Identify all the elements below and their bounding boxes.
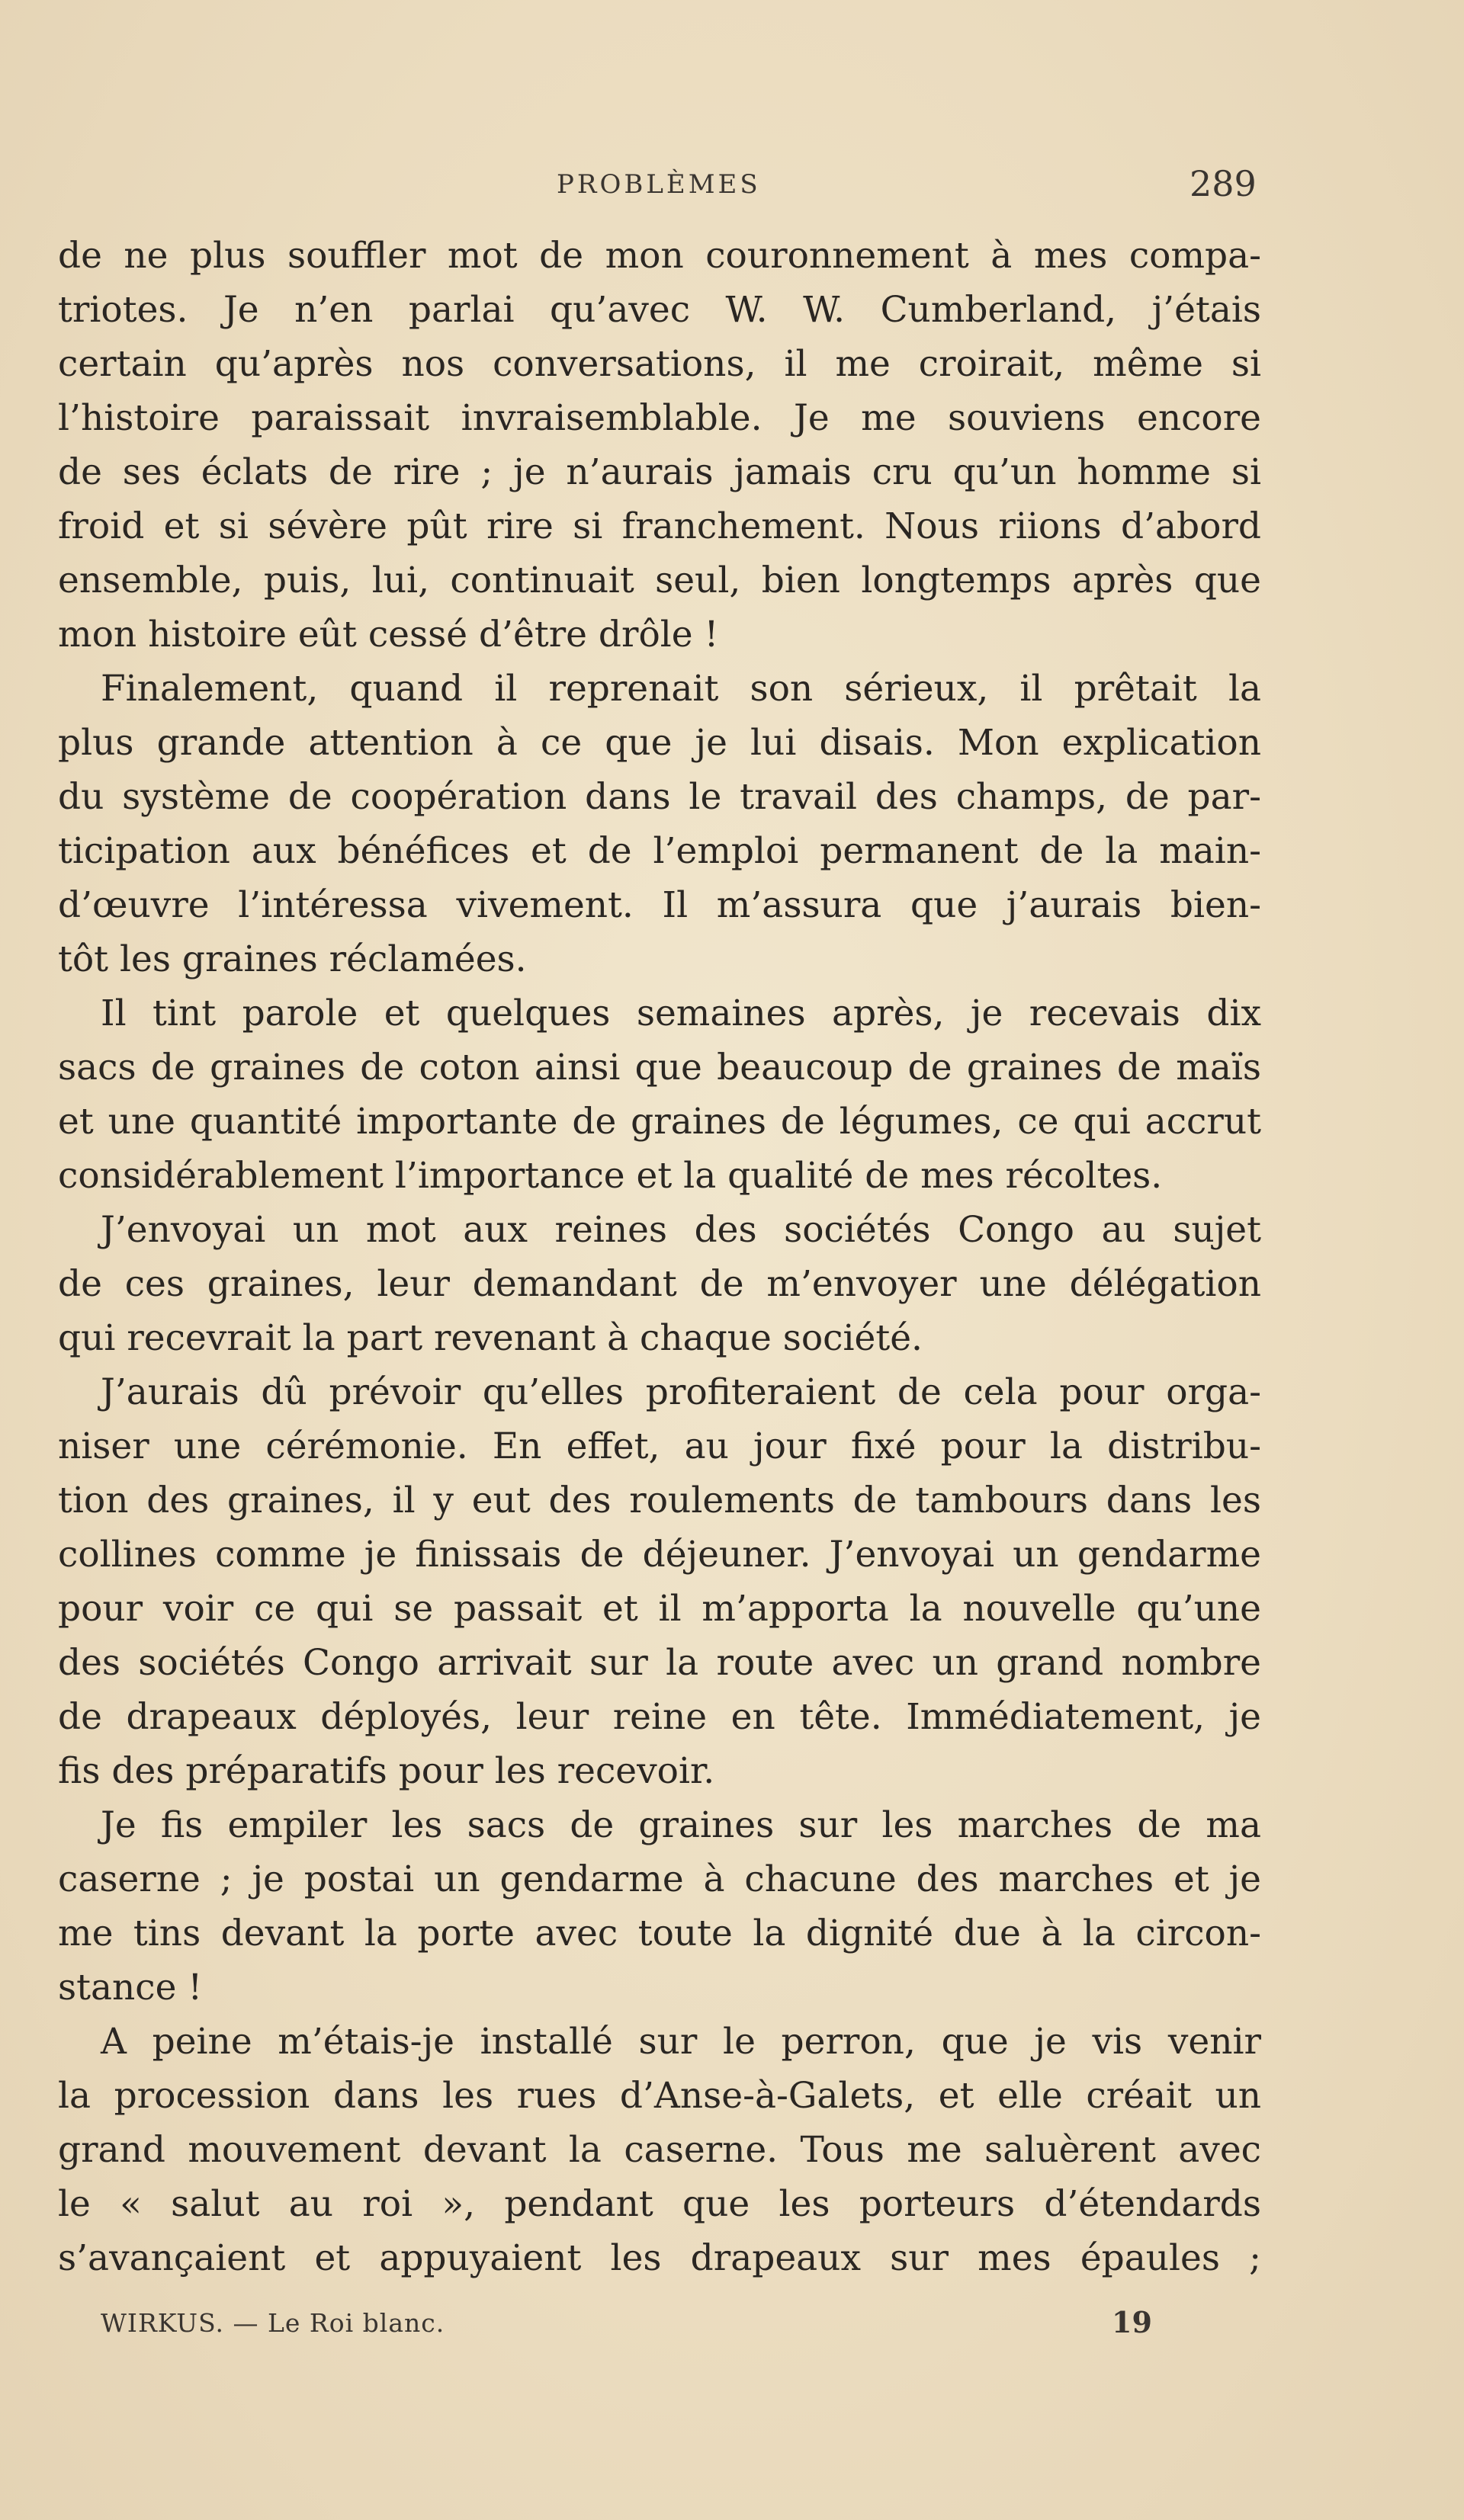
text-line: tôt les graines réclamées.: [58, 938, 527, 980]
text-line: collines comme je finissais de déjeuner. J’envoyai un gendarme: [58, 1534, 1261, 1576]
text-line: considérablement l’importance et la qualité de mes récoltes.: [58, 1155, 1163, 1197]
text-line: ensemble, puis, lui, continuait seul, bien longtemps après que: [58, 559, 1261, 601]
body-text: [58, 229, 1261, 2285]
text-line: la procession dans les rues d’Anse-à-Galets, et elle créait un: [58, 2075, 1261, 2117]
text-line: J’aurais dû prévoir qu’elles profiteraient de cela pour orga-: [101, 1371, 1261, 1413]
text-line: A peine m’étais-je installé sur le perron, que je vis venir: [101, 2021, 1261, 2063]
text-line: du système de coopération dans le travail des champs, de par-: [58, 776, 1261, 818]
text-line: et une quantité importante de graines de légumes, ce qui accrut: [58, 1101, 1261, 1143]
text-line: de ne plus souffler mot de mon couronnement à mes compa-: [58, 235, 1261, 277]
text-line: de ses éclats de rire ; je n’aurais jamais cru qu’un homme si: [58, 451, 1261, 493]
text-line: Il tint parole et quelques semaines après, je recevais dix: [101, 992, 1261, 1034]
text-line: s’avançaient et appuyaient les drapeaux sur mes épaules ;: [58, 2237, 1261, 2279]
text-line: plus grande attention à ce que je lui disais. Mon explication: [58, 722, 1261, 764]
page-number: 289: [1190, 163, 1257, 204]
text-line: grand mouvement devant la caserne. Tous me saluèrent avec: [58, 2129, 1261, 2171]
text-line: mon histoire eût cessé d’être drôle !: [58, 614, 719, 656]
text-line: qui recevrait la part revenant à chaque société.: [58, 1317, 923, 1359]
text-line: caserne ; je postai un gendarme à chacune des marches et je: [58, 1858, 1261, 1900]
text-line: certain qu’après nos conversations, il me croirait, même si: [58, 343, 1261, 385]
text-line: de ces graines, leur demandant de m’envoyer une délégation: [58, 1263, 1261, 1305]
text-line: Finalement, quand il reprenait son sérieux, il prêtait la: [101, 668, 1261, 710]
text-line: me tins devant la porte avec toute la dignité due à la circon-: [58, 1912, 1261, 1954]
text-line: de drapeaux déployés, leur reine en tête. Immédiatement, je: [58, 1696, 1261, 1738]
text-line: J’envoyai un mot aux reines des sociétés Congo au sujet: [101, 1209, 1261, 1251]
footer-signature: WIRKUS. — Le Roi blanc.: [101, 2308, 445, 2338]
text-line: ticipation aux bénéfices et de l’emploi permanent de la main-: [58, 830, 1261, 872]
text-line: niser une cérémonie. En effet, au jour fixé pour la distribu-: [58, 1425, 1261, 1467]
text-line: stance !: [58, 1967, 203, 2009]
text-line: le « salut au roi », pendant que les porteurs d’étendards: [58, 2183, 1261, 2225]
text-line: froid et si sévère pût rire si franchement. Nous riions d’abord: [58, 505, 1261, 547]
running-title: PROBLÈMES: [557, 169, 761, 200]
text-line: pour voir ce qui se passait et il m’apporta la nouvelle qu’une: [58, 1588, 1261, 1630]
text-line: des sociétés Congo arrivait sur la route avec un grand nombre: [58, 1642, 1261, 1684]
text-line: triotes. Je n’en parlai qu’avec W. W. Cumberland, j’étais: [58, 289, 1261, 331]
text-line: sacs de graines de coton ainsi que beaucoup de graines de maïs: [58, 1047, 1261, 1088]
text-line: tion des graines, il y eut des roulements de tambours dans les: [58, 1480, 1261, 1521]
text-line: fis des préparatifs pour les recevoir.: [58, 1750, 715, 1792]
sheet-number: 19: [1112, 2305, 1152, 2339]
text-line: Je fis empiler les sacs de graines sur les marches de ma: [101, 1804, 1261, 1846]
text-line: d’œuvre l’intéressa vivement. Il m’assura que j’aurais bien-: [58, 884, 1261, 926]
text-line: l’histoire paraissait invraisemblable. Je me souviens encore: [58, 397, 1261, 439]
